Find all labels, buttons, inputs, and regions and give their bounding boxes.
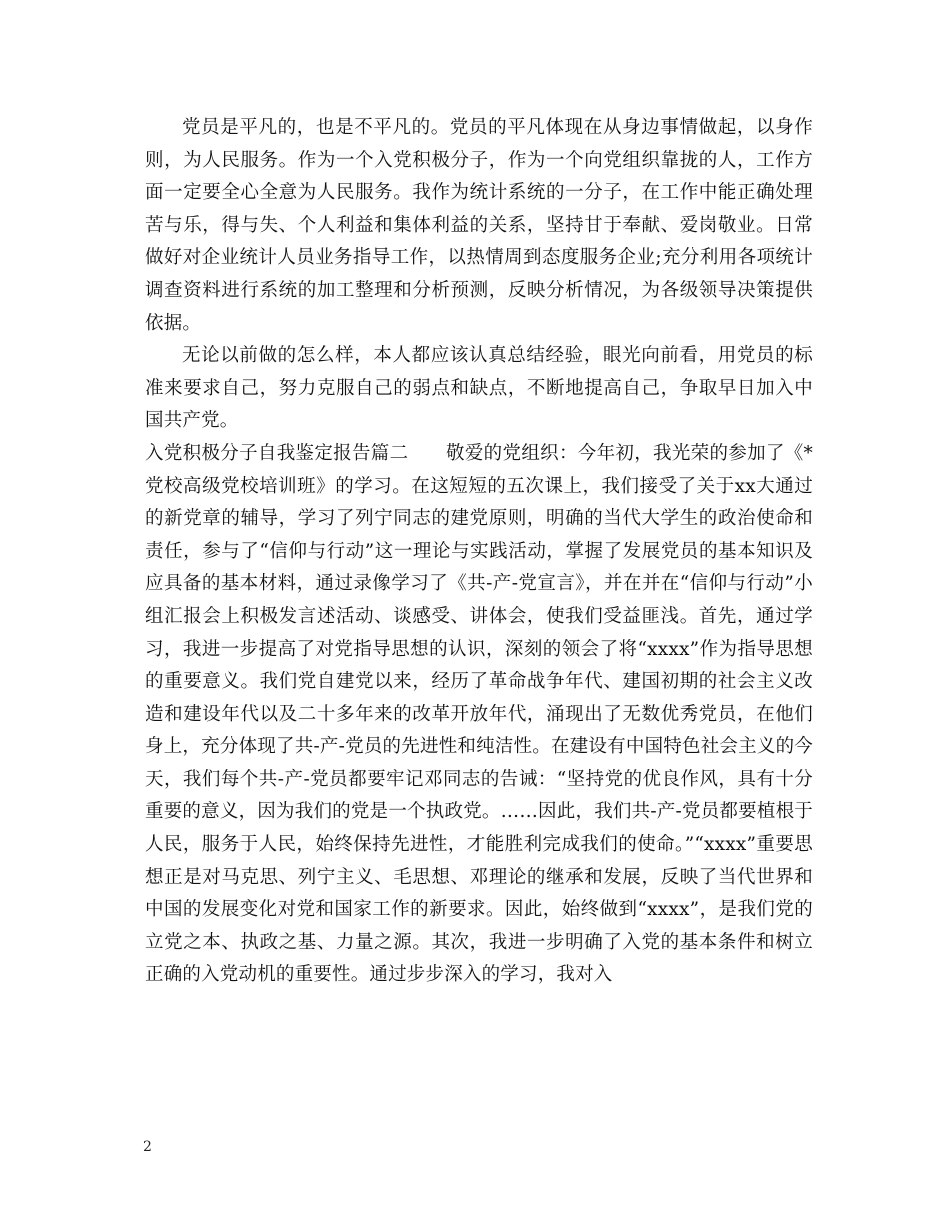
paragraph-party-member-ordinary: 党员是平凡的，也是不平凡的。党员的平凡体现在从身边事情做起，以身作则，为人民服务。作为一个入党积极分子，作为一个向党组织靠拢的人，工作方面一定要全心全意为人民服务。我作为统计系统的一分子，在工作中能正确处理苦与乐，得与失、个人利益和集体利益的关系，坚持甘于奉献、爱岗敬业。日常做好对企业统计人员业务指导工作，以热情周到态度服务企业;充分利用各项统计调查资料进行系统的加工整理和分析预测，反映分析情况，为各级领导决策提供依据。 [145, 117, 813, 334]
document-body [145, 112, 813, 992]
paragraph-report-part-two: 入党积极分子自我鉴定报告篇二 敬爱的党组织：今年初，我光荣的参加了《*党校高级党校培训班》的学习。在这短短的五次课上，我们接受了关于xx大通过的新党章的辅导，学习了列宁同志的建党原则，明确的当代大学生的政治使命和责任，参与了“信仰与行动”这一理论与实践活动，掌握了发展党员的基本知识及应具备的基本材料，通过录像学习了《共-产-党宣言》，并在并在“信仰与行动”小组汇报会上积极发言述活动、谈感受、讲体会，使我们受益匪浅。首先，通过学习，我进一步提高了对党指导思想的认识，深刻的领会了将“xxxx”作为指导思想的重要意义。我们党自建党以来，经历了革命战争年代、建国初期的社会主义改造和建设年代以及二十多年来的改革开放年代，涌现出了无数优秀党员，在他们身上，充分体现了共-产-党员的先进性和纯洁性。在建设有中国特色社会主义的今天，我们每个共-产-党员都要牢记邓同志的告诫：“坚持党的优良作风，具有十分重要的意义，因为我们的党是一个执政党。……因此，我们共-产-党员都要植根于人民，服务于人民，始终保持先进性，才能胜利完成我们的使命。”“xxxx”重要思想正是对马克思、列宁主义、毛思想、邓理论的继承和发展，反映了当代世界和中国的发展变化对党和国家工作的新要求。因此，始终做到“xxxx”，是我们党的立党之本、执政之基、力量之源。其次，我进一步明确了入党的基本条件和树立正确的入党动机的重要性。通过步步深入的学习，我对入 [145, 442, 813, 986]
page-number: 2 [143, 1139, 152, 1155]
paragraph-self-improvement: 无论以前做的怎么样，本人都应该认真总结经验，眼光向前看，用党员的标准来要求自己，努力克服自己的弱点和缺点，不断地提高自己，争取早日加入中国共产党。 [145, 345, 813, 432]
